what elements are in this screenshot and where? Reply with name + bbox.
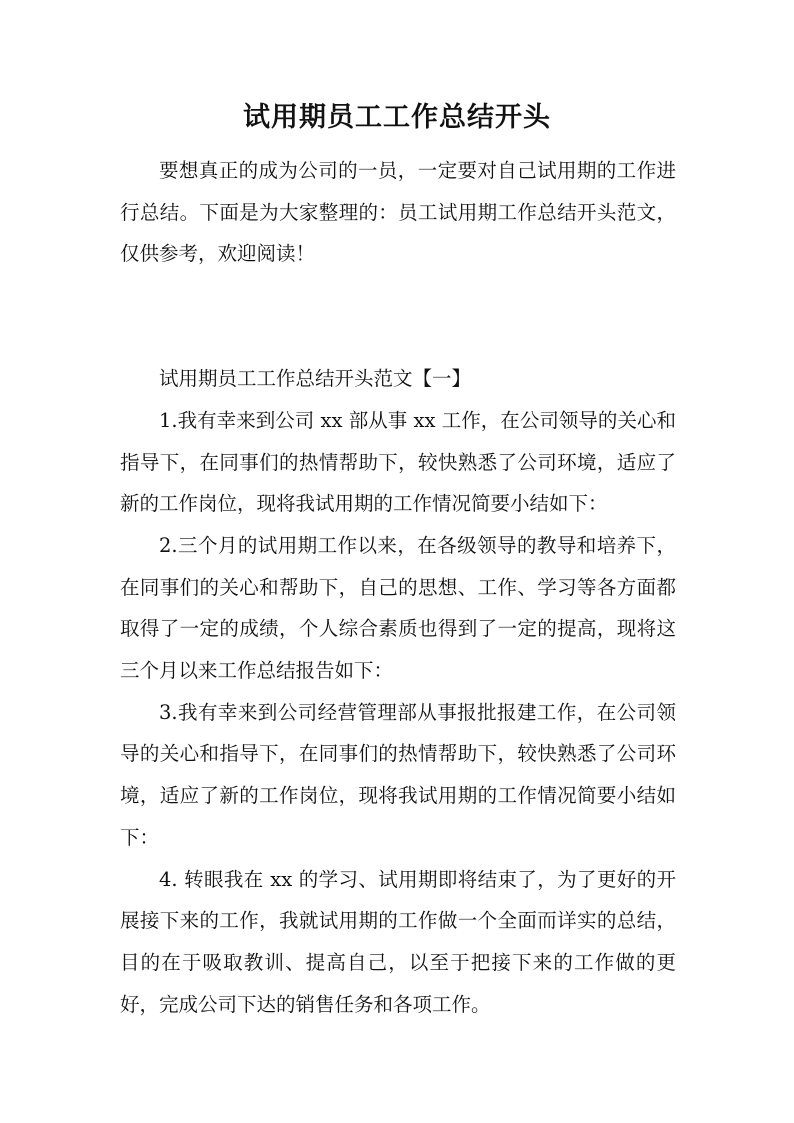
document-title: 试用期员工工作总结开头 [243,102,551,133]
document-body [120,150,676,1025]
intro-paragraph: 要想真正的成为公司的一员，一定要对自己试用期的工作进行总结。下面是为大家整理的：员工试用期工作总结开头范文，仅供参考，欢迎阅读！ [120,159,676,266]
body-paragraph-3: 3.我有幸来到公司经营管理部从事报批报建工作，在公司领导的关心和指导下，在同事们的热情帮助下，较快熟悉了公司环境，适应了新的工作岗位，现将我试用期的工作情况简要小结如下： [120,700,676,849]
paragraph-spacer [120,275,676,358]
body-paragraph-2: 2.三个月的试用期工作以来，在各级领导的教导和培养下，在同事们的关心和帮助下，自己的思想、工作、学习等各方面都取得了一定的成绩，个人综合素质也得到了一定的提高，现将这三个月以来工作总结报告如下： [120,533,676,683]
body-paragraph-4: 4. 转眼我在 xx 的学习、试用期即将结束了，为了更好的开展接下来的工作，我就试用期的工作做一个全面而详实的总结，目的在于吸取教训、提高自己，以至于把接下来的工作做的更好，完成公司下达的销售任务和各项工作。 [120,867,676,1016]
body-paragraph-1: 1.我有幸来到公司 xx 部从事 xx 工作，在公司领导的关心和指导下，在同事们的热情帮助下，较快熟悉了公司环境，适应了新的工作岗位，现将我试用期的工作情况简要小结如下： [120,408,676,516]
section-heading: 试用期员工工作总结开头范文【一】 [159,367,472,391]
